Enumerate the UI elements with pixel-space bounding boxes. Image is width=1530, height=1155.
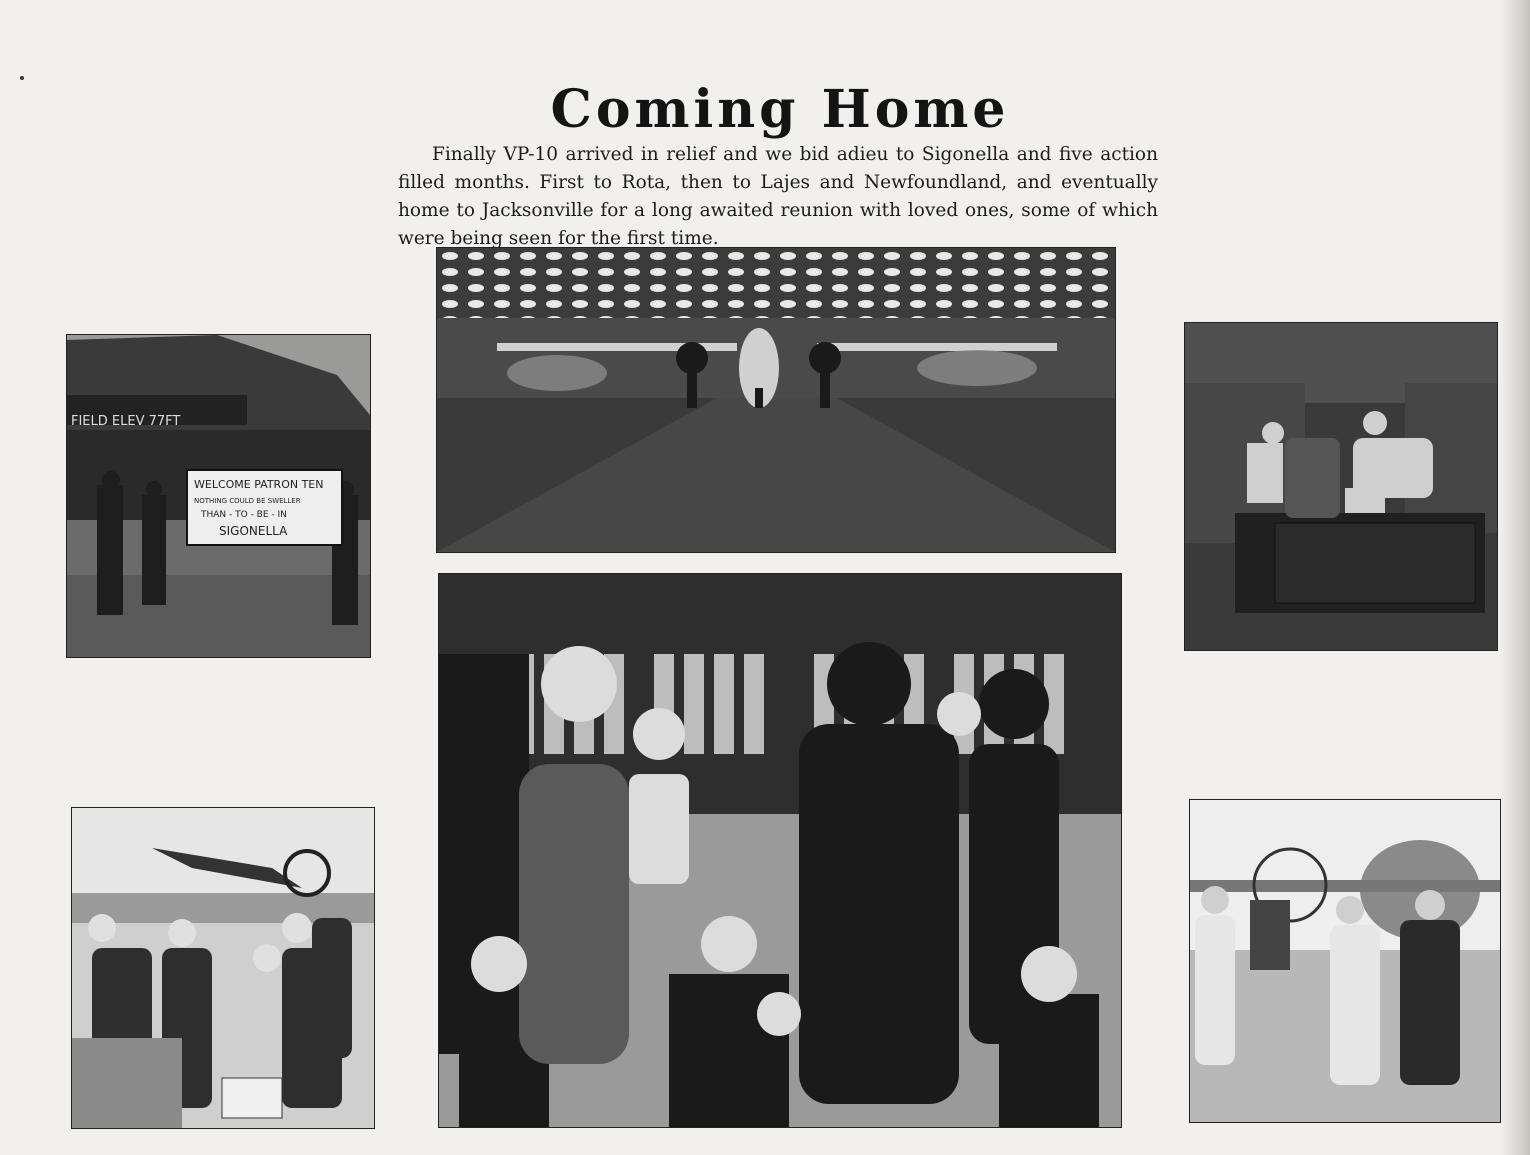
photo-families-reunion — [439, 574, 1121, 1127]
photo-sailor-cargo — [1185, 323, 1497, 650]
banner-line-4: SIGONELLA — [219, 524, 288, 538]
banner-line-3: THAN - TO - BE - IN — [201, 510, 287, 520]
page-title: Coming Home — [550, 78, 1010, 140]
photo-officers-aircraft — [1190, 800, 1500, 1122]
hangar-lettering: FIELD ELEV 77FT — [71, 414, 181, 429]
photo-crowd-aircraft — [72, 808, 374, 1128]
photo-hangar-aircraft — [437, 248, 1115, 552]
intro-paragraph: Finally VP-10 arrived in relief and we bid adieu to Sigonella and five action filled months. First to Rota, then to Lajes and Newfoundland, and eventually home to Jacksonville for a long awaited reunion with loved ones, some of which were being seen for the first time. — [398, 143, 1158, 249]
banner-line-1: WELCOME PATRON TEN — [194, 478, 324, 491]
page-edge-shadow — [1500, 0, 1530, 1155]
photo-welcome-banner-hangar — [67, 335, 370, 657]
banner-line-2: NOTHING COULD BE SWELLER — [194, 497, 301, 505]
